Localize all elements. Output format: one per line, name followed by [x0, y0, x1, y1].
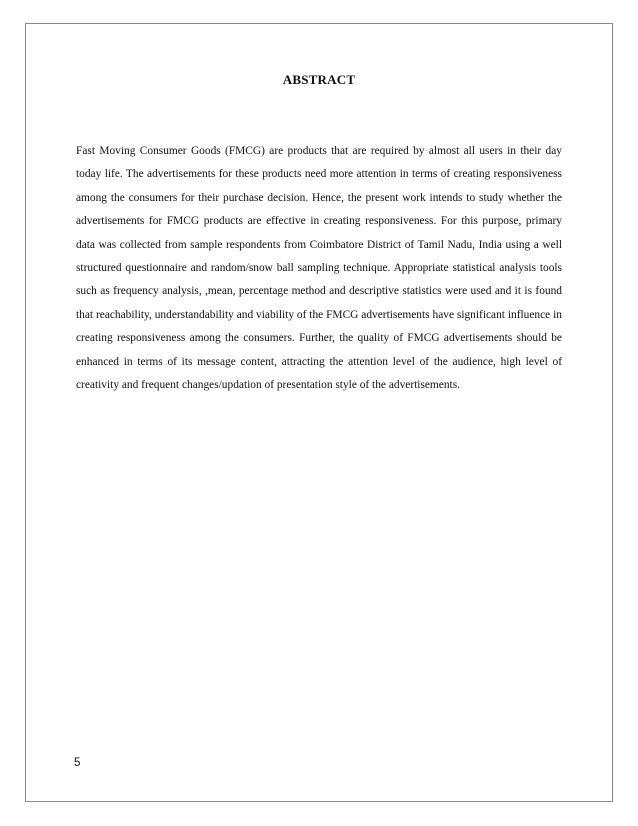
abstract-title: ABSTRACT	[282, 72, 356, 87]
page-number: 5	[74, 757, 81, 769]
abstract-body: Fast Moving Consumer Goods (FMCG) are products that are required by almost all users in their day today life. The advertisements for these products need more attention in terms of creating responsiveness among the consumers for their purchase decision. Hence, the present work intends to study whether the advertisements for FMCG products are effective in creating responsiveness. For this purpose, primary data was collected from sample respondents from Coimbatore District of Tamil Nadu, India using a well structured questionnaire and random/snow ball sampling technique. Appropriate statistical analysis tools such as frequency analysis, ,mean, percentage method and descriptive statistics were used and it is found that reachability, understandability and viability of the FMCG advertisements have significant influence in creating responsiveness among the consumers. Further, the quality of FMCG advertisements should be enhanced in terms of its message content, attracting the attention level of the audience, high level of creativity and frequent changes/updation of presentation style of the advertisements.	[76, 145, 562, 392]
